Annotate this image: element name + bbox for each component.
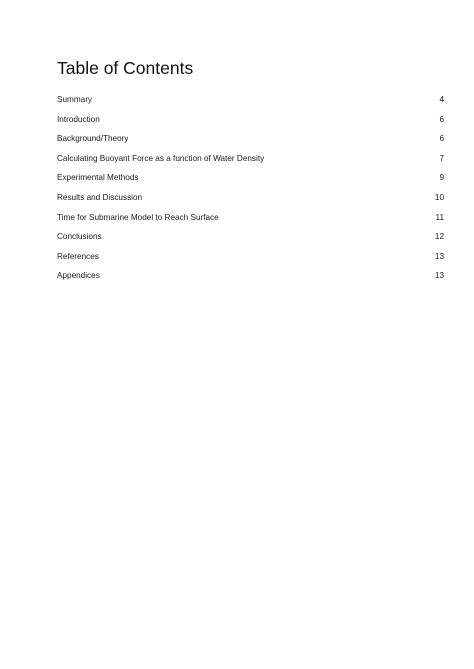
toc-entry-title: Time for Submarine Model to Reach Surface (57, 212, 219, 222)
toc-entry-page-number: 7 (439, 153, 444, 163)
toc-entry-page-number: 4 (439, 95, 444, 104)
toc-entry[interactable] (57, 208, 444, 228)
toc-entry[interactable] (57, 227, 444, 247)
toc-entry-title: Results and Discussion (57, 192, 143, 202)
toc-entry-page-number: 6 (439, 134, 444, 144)
toc-entry[interactable] (57, 266, 444, 286)
toc-entry-page-number: 13 (434, 251, 444, 261)
toc-entry[interactable] (57, 247, 444, 267)
toc-entry[interactable] (57, 90, 444, 110)
toc-entry-page-number: 12 (434, 232, 444, 242)
toc-entry-title: References (57, 251, 99, 261)
page-title: Table of Contents (57, 58, 194, 78)
toc-list (57, 90, 444, 286)
toc-entry[interactable] (57, 149, 444, 169)
toc-entry-title: Experimental Methods (57, 173, 139, 183)
toc-entry-page-number: 13 (434, 271, 444, 281)
toc-entry[interactable] (57, 168, 444, 188)
toc-entry[interactable] (57, 129, 444, 149)
toc-entry-title: Appendices (57, 271, 100, 281)
toc-entry-page-number: 10 (434, 192, 444, 202)
toc-entry-title: Calculating Buoyant Force as a function of Water Density (57, 153, 265, 163)
toc-entry[interactable] (57, 110, 444, 130)
toc-entry-page-number: 6 (439, 114, 444, 124)
toc-entry-title: Summary (57, 95, 93, 104)
toc-entry-title: Introduction (57, 114, 100, 124)
toc-entry-page-number: 9 (439, 173, 444, 183)
toc-entry[interactable] (57, 188, 444, 208)
toc-entry-title: Background/Theory (57, 134, 129, 144)
toc-entry-title: Conclusions (57, 232, 102, 242)
toc-entry-page-number: 11 (435, 212, 444, 222)
